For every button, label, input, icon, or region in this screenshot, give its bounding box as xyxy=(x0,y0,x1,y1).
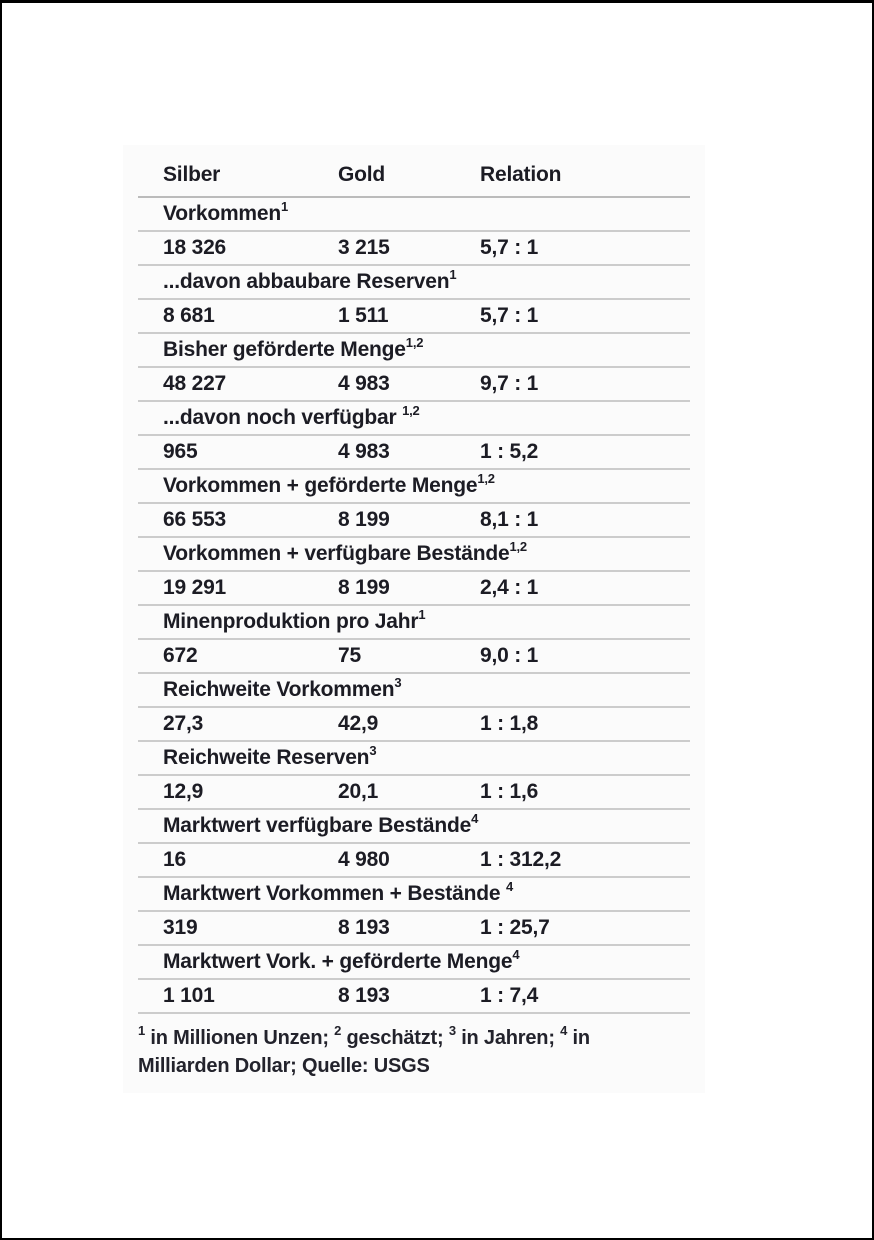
relation-value: 1 : 1,6 xyxy=(480,780,539,803)
footnote-marker: 3 xyxy=(448,1023,456,1039)
gold-value: 3 215 xyxy=(338,236,390,259)
silber-value: 12,9 xyxy=(163,780,204,803)
silber-value: 19 291 xyxy=(163,576,227,599)
section-data-row xyxy=(138,640,690,674)
gold-value: 8 193 xyxy=(338,916,390,939)
section-data-row xyxy=(138,912,690,946)
silber-value: 18 326 xyxy=(163,236,227,259)
section-data-row xyxy=(138,232,690,266)
section-data-row xyxy=(138,844,690,878)
column-header-gold: Gold xyxy=(338,163,386,186)
footnote-reference: 4 xyxy=(471,811,479,826)
silber-value: 27,3 xyxy=(163,712,204,735)
footnote-reference: 1,2 xyxy=(405,335,424,350)
relation-value: 2,4 : 1 xyxy=(480,576,539,599)
section-label: Reichweite Vorkommen$^3$ xyxy=(163,675,402,701)
section-label: Marktwert Vork. + geförderte Menge$^4$ xyxy=(163,947,520,973)
relation-value: 1 : 312,2 xyxy=(480,848,562,871)
section-data-row xyxy=(138,708,690,742)
footnote-reference: 3 xyxy=(369,743,377,758)
relation-value: 9,0 : 1 xyxy=(480,644,539,667)
relation-value: 8,1 : 1 xyxy=(480,508,539,531)
section-label-row xyxy=(138,674,690,708)
relation-value: 5,7 : 1 xyxy=(480,304,539,327)
section-label: ...davon abbaubare Reserven$^1$ xyxy=(163,267,457,293)
footnote-reference: 4 xyxy=(505,879,513,894)
section-data-row xyxy=(138,368,690,402)
gold-value: 8 199 xyxy=(338,508,390,531)
section-data-row xyxy=(138,300,690,334)
section-label-row xyxy=(138,606,690,640)
footnote-reference: 4 xyxy=(512,947,520,962)
metals-comparison-table xyxy=(123,145,705,1093)
footnote-marker: 1 xyxy=(138,1023,146,1039)
footnote-reference: 1 xyxy=(449,267,457,282)
silber-value: 672 xyxy=(163,644,198,667)
section-label-row xyxy=(138,810,690,844)
footnote-reference: 1,2 xyxy=(509,539,527,554)
section-label: ...davon noch verfügbar $^{1,2}$ xyxy=(163,403,420,429)
section-data-row xyxy=(138,980,690,1014)
relation-value: 1 : 5,2 xyxy=(480,440,539,463)
table-header-row xyxy=(138,145,690,198)
section-label-row xyxy=(138,538,690,572)
relation-value: 1 : 7,4 xyxy=(480,984,539,1007)
column-header-relation: Relation xyxy=(480,163,562,186)
table-body xyxy=(138,198,690,1014)
gold-value: 1 511 xyxy=(338,304,389,327)
footnote-reference: 1,2 xyxy=(402,403,420,418)
section-label: Minenproduktion pro Jahr$^1$ xyxy=(163,607,426,633)
relation-value: 1 : 1,8 xyxy=(480,712,539,735)
section-label: Vorkommen + geförderte Menge$^{1,2}$ xyxy=(163,471,495,497)
silber-value: 319 xyxy=(163,916,198,939)
gold-value: 4 980 xyxy=(338,848,390,871)
footnote-reference: 1 xyxy=(281,199,289,214)
table-footnote: $^1$ in Millionen Unzen; $^2$ geschätzt; $^3$ in Jahren; $^4$ in Milliarden Dollar; Quelle: USGS xyxy=(138,1023,590,1077)
silber-value: 965 xyxy=(163,440,198,463)
section-label-row xyxy=(138,878,690,912)
section-label: Vorkommen$^1$ xyxy=(163,199,289,225)
section-label-row xyxy=(138,742,690,776)
section-label: Marktwert Vorkommen + Bestände $^4$ xyxy=(163,879,513,905)
section-data-row xyxy=(138,776,690,810)
footnote-reference: 1 xyxy=(418,607,426,622)
section-data-row xyxy=(138,504,690,538)
section-data-row xyxy=(138,436,690,470)
section-label: Vorkommen + verfügbare Bestände$^{1,2}$ xyxy=(163,539,527,565)
footnote-reference: 3 xyxy=(394,675,402,690)
silber-value: 48 227 xyxy=(163,372,227,395)
footnote-marker: 2 xyxy=(334,1023,342,1039)
section-label-row xyxy=(138,946,690,980)
silber-value: 8 681 xyxy=(163,304,215,327)
gold-value: 8 199 xyxy=(338,576,390,599)
footnote-marker: 4 xyxy=(560,1023,568,1039)
gold-value: 42,9 xyxy=(338,712,379,735)
section-label: Marktwert verfügbare Bestände$^4$ xyxy=(163,811,479,837)
gold-value: 75 xyxy=(338,644,361,667)
section-label-row xyxy=(138,198,690,232)
section-data-row xyxy=(138,572,690,606)
footnote-reference: 1,2 xyxy=(477,471,495,486)
section-label-row xyxy=(138,266,690,300)
section-label: Bisher geförderte Menge$^{1,2}$ xyxy=(163,335,424,361)
relation-value: 5,7 : 1 xyxy=(480,236,539,259)
gold-value: 8 193 xyxy=(338,984,390,1007)
section-label-row xyxy=(138,470,690,504)
gold-value: 4 983 xyxy=(338,372,390,395)
relation-value: 9,7 : 1 xyxy=(480,372,539,395)
section-label-row xyxy=(138,334,690,368)
silber-value: 66 553 xyxy=(163,508,227,531)
relation-value: 1 : 25,7 xyxy=(480,916,550,939)
section-label-row xyxy=(138,402,690,436)
gold-value: 20,1 xyxy=(338,780,379,803)
column-header-silber: Silber xyxy=(163,163,221,186)
silber-value: 16 xyxy=(163,848,186,871)
gold-value: 4 983 xyxy=(338,440,390,463)
section-label: Reichweite Reserven$^3$ xyxy=(163,743,377,769)
silber-value: 1 101 xyxy=(163,984,215,1007)
